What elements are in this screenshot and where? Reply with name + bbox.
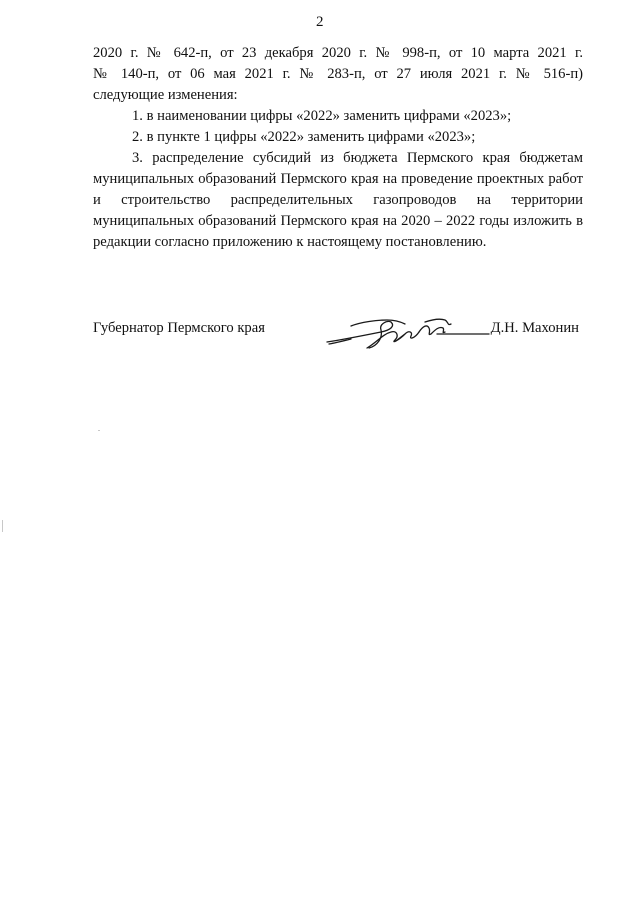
list-item-1: 1. в наименовании цифры «2022» заменить цифрами «2023»; (132, 108, 512, 124)
signature-block (93, 312, 583, 362)
paragraph-line: 2020 г. № 642-п, от 23 декабря 2020 г. № 998-п, от 10 марта 2021 г. (93, 45, 583, 61)
page-number: 2 (316, 14, 324, 30)
document-body (93, 43, 583, 253)
list-item-2: 2. в пункте 1 цифры «2022» заменить цифрами «2023»; (132, 129, 476, 145)
paragraph-line: № 140-п, от 06 мая 2021 г. № 283-п, от 27 июля 2021 г. № 516-п) (93, 66, 583, 82)
handwritten-signature (321, 312, 491, 352)
paragraph-line: следующие изменения: (93, 87, 238, 103)
scan-artifact (2, 520, 3, 532)
signatory-name: Д.Н. Махонин (490, 320, 579, 336)
signatory-title: Губернатор Пермского края (93, 320, 265, 336)
scan-artifact (98, 430, 100, 431)
list-item-3: 3. распределение субсидий из бюджета Пермского края бюджетам муниципальных образований Пермского края на проведение проектных работ и строительство распределительных газопроводов на территории муниципальных образований Пермского края на 2020 – 2022 годы изложить в редакции согласно приложению к настоящему постановлению. (93, 150, 583, 250)
